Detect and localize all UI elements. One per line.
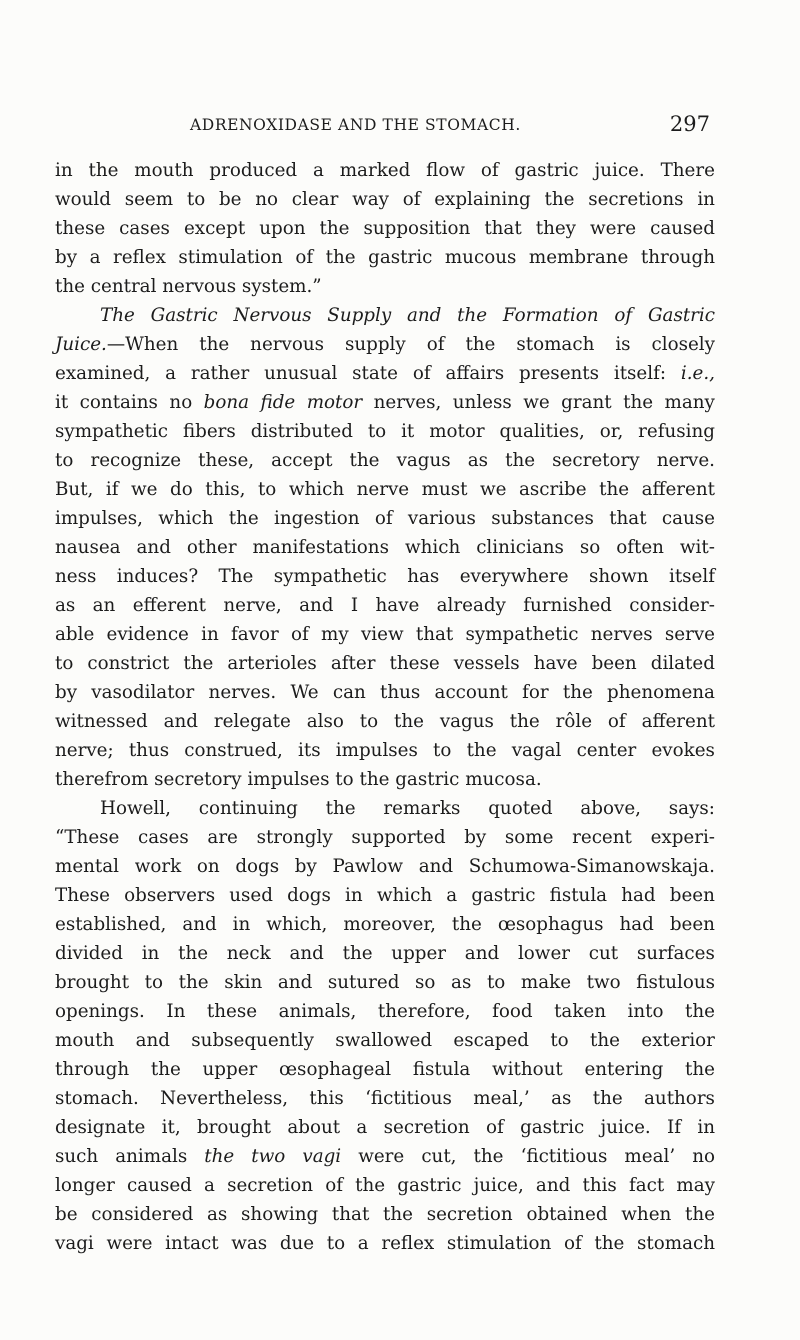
text-line: nausea and other manifestations which clinicians so often wit- [55,537,715,558]
text-line: be considered as showing that the secretion obtained when the [55,1204,715,1225]
running-head [190,112,710,142]
text-line: nerve; thus construed, its impulses to the vagal center evokes [55,740,715,761]
text-line: impulses, which the ingestion of various substances that cause [55,508,715,529]
text-line: openings. In these animals, therefore, food taken into the [55,1001,715,1022]
text-line: longer caused a secretion of the gastric juice, and this fact may [55,1175,715,1196]
text-line: Howell, continuing the remarks quoted above, says: [100,798,715,819]
text-line: brought to the skin and sutured so as to make two fistulous [55,972,715,993]
text-line: to recognize these, accept the vagus as the secretory nerve. [55,450,715,471]
running-head-title: ADRENOXIDASE AND THE STOMACH. [190,116,521,134]
text-line: by a reflex stimulation of the gastric mucous membrane through [55,247,715,268]
text-line: But, if we do this, to which nerve must we ascribe the afferent [55,479,715,500]
text-line: able evidence in favor of my view that sympathetic nerves serve [55,624,715,645]
text-line: These observers used dogs in which a gastric fistula had been [55,885,715,906]
body-text [55,156,715,1258]
text-line: to constrict the arterioles after these vessels have been dilated [55,653,715,674]
text-line: “These cases are strongly supported by some recent experi- [55,827,715,848]
text-line: by vasodilator nerves. We can thus account for the phenomena [55,682,715,703]
text-line: therefrom secretory impulses to the gastric mucosa. [55,769,542,790]
page-number: 297 [669,112,710,136]
text-line: established, and in which, moreover, the œsophagus had been [55,914,715,935]
text-line: such animals the two vagi were cut, the ‘fictitious meal’ no [55,1146,715,1167]
text-line: vagi were intact was due to a reflex stimulation of the stomach [55,1233,715,1254]
text-line: in the mouth produced a marked flow of gastric juice. There [55,160,715,181]
text-line: divided in the neck and the upper and lower cut surfaces [55,943,715,964]
text-line: sympathetic fibers distributed to it motor qualities, or, refusing [55,421,715,442]
text-line: examined, a rather unusual state of affairs presents itself: i.e., [55,363,715,384]
text-line: mouth and subsequently swallowed escaped to the exterior [55,1030,715,1051]
text-line: mental work on dogs by Pawlow and Schumowa-Simanowskaja. [55,856,715,877]
text-line: The Gastric Nervous Supply and the Formation of Gastric [100,305,715,326]
text-line: through the upper œsophageal fistula without entering the [55,1059,715,1080]
text-line: designate it, brought about a secretion of gastric juice. If in [55,1117,715,1138]
text-line: Juice.—When the nervous supply of the stomach is closely [55,334,715,355]
text-line: would seem to be no clear way of explaining the secretions in [55,189,715,210]
text-line: ness induces? The sympathetic has everywhere shown itself [55,566,715,587]
text-line: it contains no bona fide motor nerves, unless we grant the many [55,392,715,413]
text-line: stomach. Nevertheless, this ‘fictitious meal,’ as the authors [55,1088,715,1109]
text-line: the central nervous system.” [55,276,322,297]
text-line: witnessed and relegate also to the vagus the rôle of afferent [55,711,715,732]
text-line: these cases except upon the supposition that they were caused [55,218,715,239]
text-line: as an efferent nerve, and I have already furnished consider- [55,595,715,616]
